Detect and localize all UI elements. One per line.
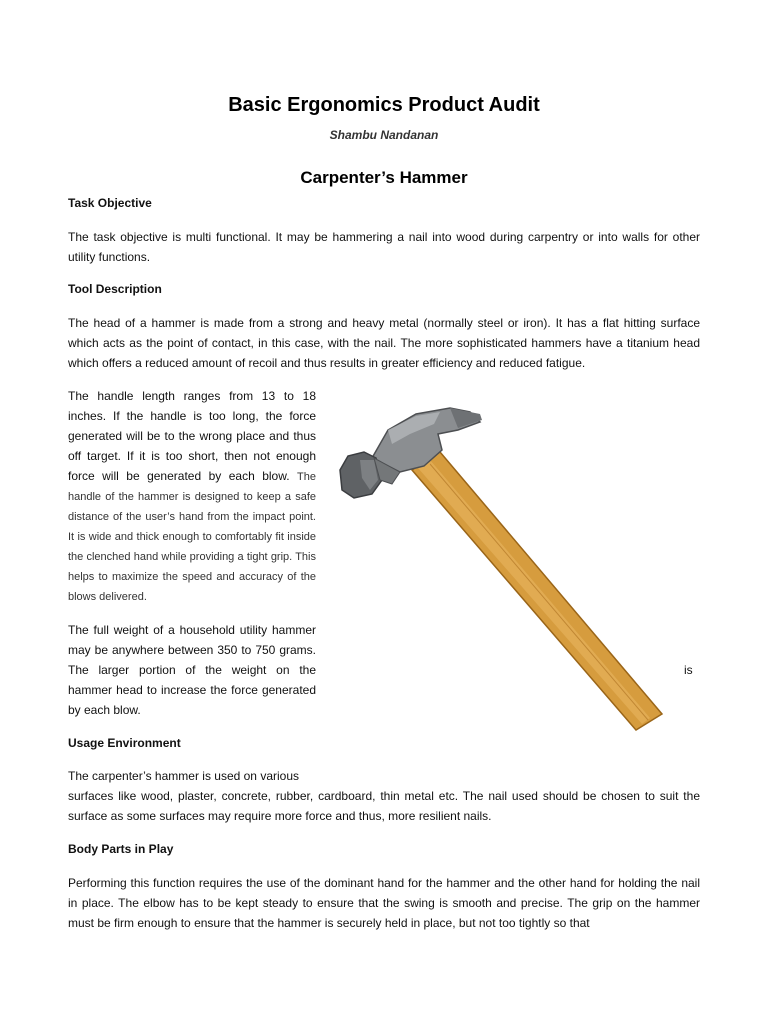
heading-task-objective: Task Objective [68,196,152,210]
usage-environment-first-line: The carpenter’s hammer is used on various [68,769,299,783]
handle-small-text: The handle of the hammer is designed to keep a safe distance of the user’s hand from the impact point. It is wide and thick enough to comfortably fit inside the clenched hand while providing a tight grip. This helps to maximize the speed and accuracy of the blows delivered. [68,471,316,603]
handle-text: The handle length ranges from 13 to 18 inches. If the handle is too long, the force generated will be to the wrong place and thus off target. If it is too short, then not enough force will be generated by each blow. [68,389,316,483]
heading-body-parts: Body Parts in Play [68,842,174,856]
handle-description [68,386,316,606]
hammer-illustration-icon [330,400,675,740]
task-objective-text: The task objective is multi functional. It may be hammering a nail into wood during carpentry or into walls for other utility functions. [68,230,700,264]
weight-is-word: is [684,663,693,677]
heading-tool-description: Tool Description [68,282,162,296]
tool-description-text: The head of a hammer is made from a strong and heavy metal (normally steel or iron). It has a flat hitting surface which acts as the point of contact, in this case, with the nail. The more sophisticated hammers have a titanium head which offers a reduced amount of recoil and thus results in greater efficiency and reduced fatigue. [68,316,700,370]
author-name: Shambu Nandanan [329,128,439,142]
document-subtitle: Carpenter’s Hammer [300,168,468,187]
usage-environment-text: surfaces like wood, plaster, concrete, rubber, cardboard, thin metal etc. The nail used should be chosen to suit the surface as some surfaces may require more force and thus, more resilient nails. [68,789,700,823]
document-title: Basic Ergonomics Product Audit [228,94,540,116]
weight-text: The full weight of a household utility hammer may be anywhere between 350 to 750 grams. The larger portion of the weight on the hammer head to increase the force generated by each blow. [68,623,316,717]
heading-usage-environment: Usage Environment [68,736,181,750]
body-parts-text: Performing this function requires the use of the dominant hand for the hammer and the other hand for holding the nail in place. The elbow has to be kept steady to ensure that the swing is smooth and precise. The grip on the hammer must be firm enough to ensure that the hammer is securely held in place, but not too tightly so that [68,876,700,930]
hammer-handle [412,452,662,730]
